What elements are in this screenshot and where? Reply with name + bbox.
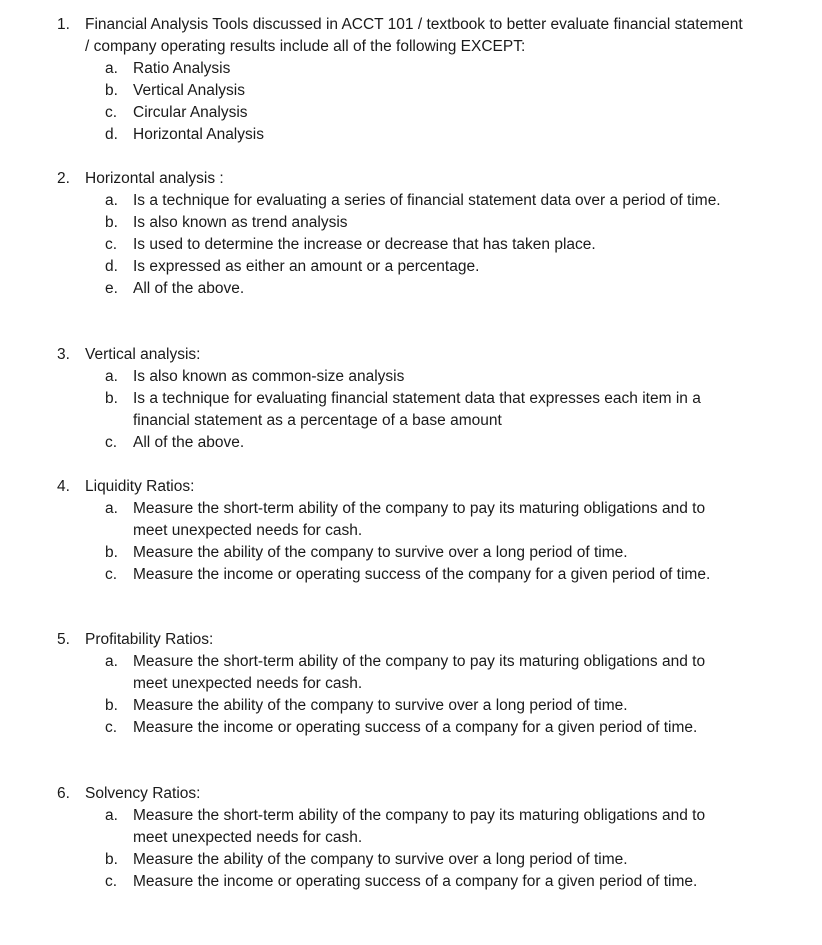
option-letter: a. xyxy=(105,500,118,517)
option-a xyxy=(0,498,822,542)
option-c xyxy=(0,102,822,124)
option-letter: c. xyxy=(105,104,118,121)
option-letter: a. xyxy=(105,807,118,824)
option-letter: c. xyxy=(105,566,118,583)
option-c xyxy=(0,717,822,739)
option-letter: c. xyxy=(105,873,118,890)
option-text: All of the above. xyxy=(133,434,245,451)
option-a xyxy=(0,805,822,849)
option-text: Horizontal Analysis xyxy=(133,126,264,143)
option-a xyxy=(0,651,822,695)
question-6 xyxy=(0,783,822,893)
option-b xyxy=(0,212,822,234)
option-e xyxy=(0,278,822,300)
option-d xyxy=(0,256,822,278)
question-text: Profitability Ratios: xyxy=(85,631,214,648)
question-4 xyxy=(0,476,822,586)
option-letter: b. xyxy=(105,214,118,231)
option-letter: b. xyxy=(105,851,118,868)
question-text: Vertical analysis: xyxy=(85,346,201,363)
question-5 xyxy=(0,629,822,739)
option-letter: a. xyxy=(105,653,118,670)
question-number: 5. xyxy=(57,631,70,648)
question-number: 6. xyxy=(57,785,70,802)
option-text: Is a technique for evaluating a series of financial statement data over a period of time. xyxy=(133,192,721,209)
option-text: Ratio Analysis xyxy=(133,60,231,77)
question-text: Financial Analysis Tools discussed in ACCT 101 / textbook to better evaluate financial statement / company operating results include all of the following EXCEPT: xyxy=(85,16,743,55)
option-a xyxy=(0,366,822,388)
option-text: Is used to determine the increase or decrease that has taken place. xyxy=(133,236,596,253)
option-text: Measure the short-term ability of the company to pay its maturing obligations and to meet unexpected needs for cash. xyxy=(133,653,706,692)
option-c xyxy=(0,432,822,454)
question-number: 4. xyxy=(57,478,70,495)
question-2 xyxy=(0,168,822,300)
option-b xyxy=(0,388,822,432)
option-text: Measure the income or operating success of the company for a given period of time. xyxy=(133,566,711,583)
option-letter: b. xyxy=(105,390,118,407)
option-c xyxy=(0,564,822,586)
option-c xyxy=(0,871,822,893)
option-text: Measure the ability of the company to survive over a long period of time. xyxy=(133,851,628,868)
option-letter: b. xyxy=(105,82,118,99)
option-text: All of the above. xyxy=(133,280,245,297)
option-b xyxy=(0,695,822,717)
option-c xyxy=(0,234,822,256)
question-text: Horizontal analysis : xyxy=(85,170,224,187)
option-text: Is expressed as either an amount or a percentage. xyxy=(133,258,480,275)
option-text: Is a technique for evaluating financial statement data that expresses each item in a financial statement as a percentage of a base amount xyxy=(133,390,701,429)
option-text: Measure the short-term ability of the company to pay its maturing obligations and to meet unexpected needs for cash. xyxy=(133,500,706,539)
option-text: Is also known as common-size analysis xyxy=(133,368,405,385)
option-b xyxy=(0,80,822,102)
option-d xyxy=(0,124,822,146)
option-letter: a. xyxy=(105,192,118,209)
option-text: Vertical Analysis xyxy=(133,82,245,99)
option-letter: a. xyxy=(105,60,118,77)
question-text: Solvency Ratios: xyxy=(85,785,201,802)
option-b xyxy=(0,542,822,564)
option-text: Is also known as trend analysis xyxy=(133,214,348,231)
option-letter: d. xyxy=(105,126,118,143)
option-letter: b. xyxy=(105,697,118,714)
question-1 xyxy=(0,14,822,146)
option-b xyxy=(0,849,822,871)
option-a xyxy=(0,58,822,80)
option-letter: d. xyxy=(105,258,118,275)
option-letter: e. xyxy=(105,280,118,297)
option-letter: c. xyxy=(105,434,118,451)
option-text: Circular Analysis xyxy=(133,104,248,121)
question-number: 1. xyxy=(57,16,70,33)
option-letter: a. xyxy=(105,368,118,385)
question-3 xyxy=(0,344,822,454)
question-number: 2. xyxy=(57,170,70,187)
option-text: Measure the ability of the company to survive over a long period of time. xyxy=(133,697,628,714)
option-text: Measure the ability of the company to survive over a long period of time. xyxy=(133,544,628,561)
option-text: Measure the income or operating success of a company for a given period of time. xyxy=(133,873,698,890)
question-text: Liquidity Ratios: xyxy=(85,478,195,495)
option-text: Measure the short-term ability of the company to pay its maturing obligations and to meet unexpected needs for cash. xyxy=(133,807,706,846)
option-text: Measure the income or operating success of a company for a given period of time. xyxy=(133,719,698,736)
option-letter: c. xyxy=(105,719,118,736)
question-number: 3. xyxy=(57,346,70,363)
option-letter: b. xyxy=(105,544,118,561)
option-letter: c. xyxy=(105,236,118,253)
option-a xyxy=(0,190,822,212)
